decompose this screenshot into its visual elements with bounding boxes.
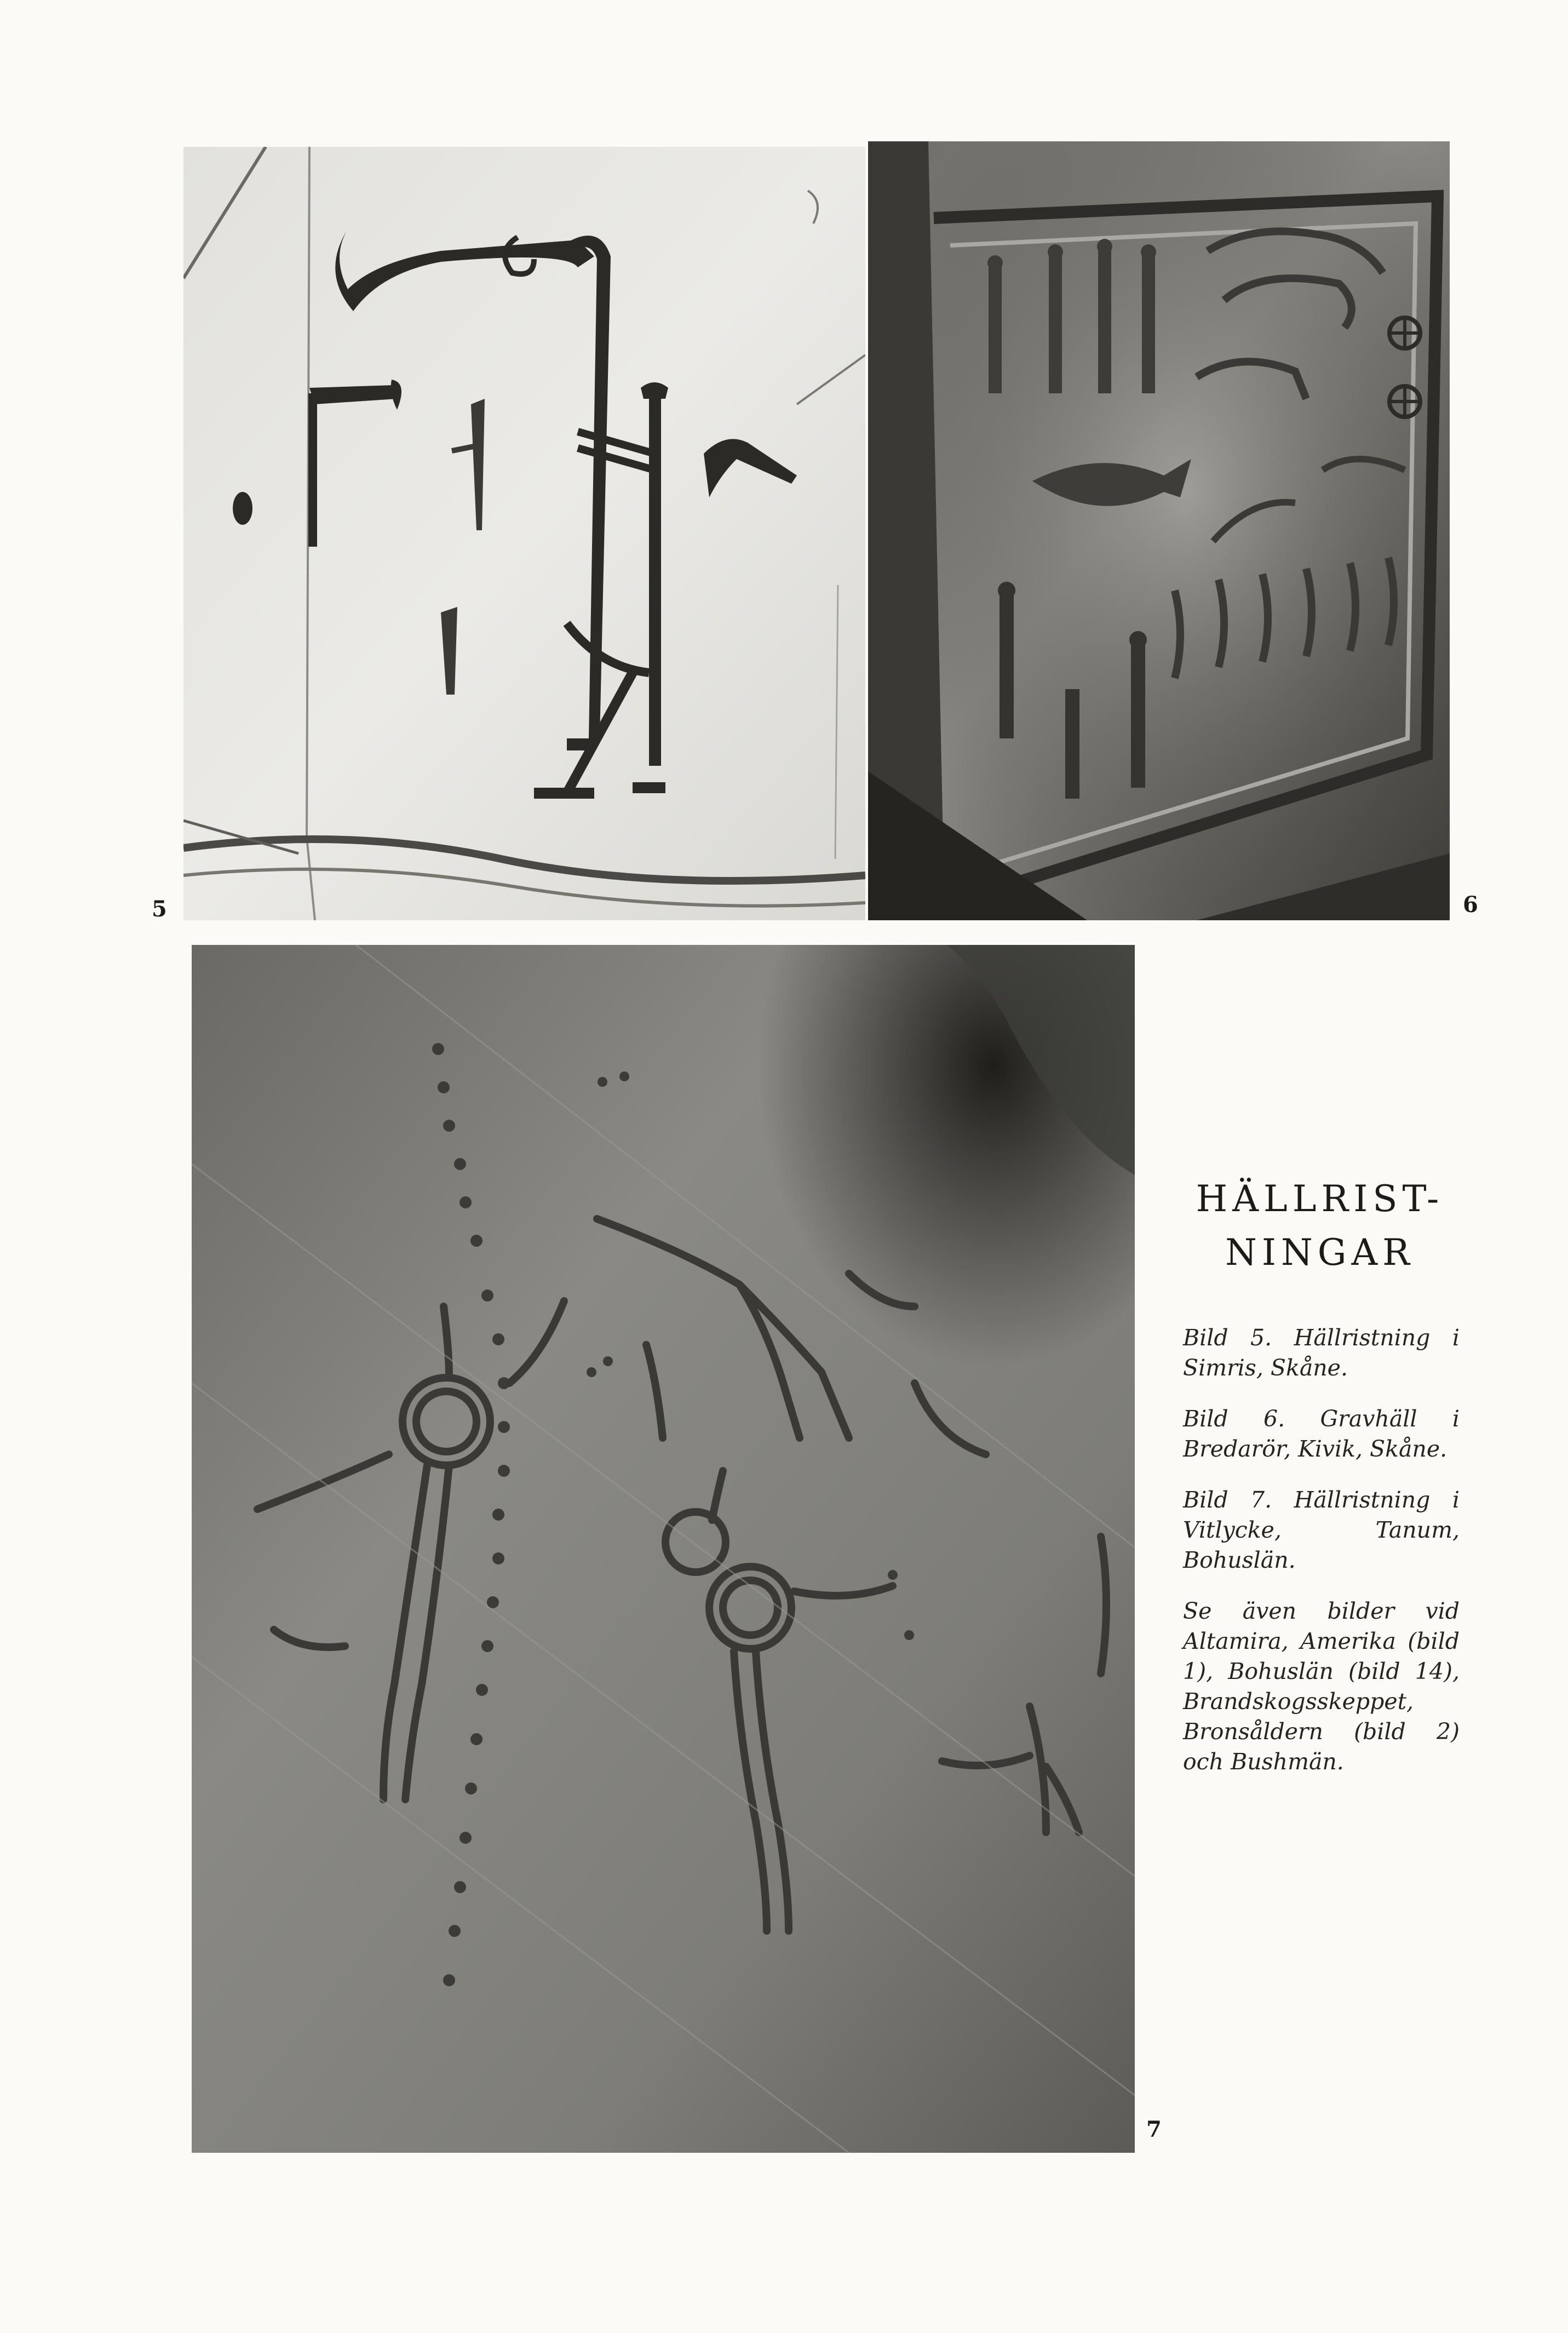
- photo-plate-6-kivik: [868, 141, 1450, 920]
- plate-number-6: 6: [1463, 892, 1478, 918]
- plate-number-5: 5: [152, 896, 167, 922]
- heading-line-1: HÄLLRIST-: [1196, 1178, 1444, 1220]
- caption-block: [1183, 1323, 1460, 1798]
- article-heading: [1178, 1172, 1462, 1280]
- kivik-slab-image: [868, 141, 1450, 920]
- vitlycke-carving-image: [192, 945, 1135, 2153]
- caption-bild-5: Bild 5. Hällristning i Simris, Skåne.: [1183, 1325, 1460, 1381]
- simris-carving-image: [183, 147, 865, 920]
- photo-plate-7-vitlycke: [192, 945, 1135, 2153]
- photo-plate-5-simris: [183, 147, 865, 920]
- heading-line-2: NINGAR: [1225, 1231, 1415, 1274]
- plate-number-7: 7: [1146, 2117, 1162, 2142]
- caption-see-also: Se även bilder vid Altamira, Amerika (bild 1), Bohuslän (bild 14), Brandskogsskeppet, Bronsåldern (bild 2) och Bushmän.: [1183, 1598, 1460, 1775]
- caption-bild-6: Bild 6. Gravhäll i Bredarör, Kivik, Skåne.: [1183, 1406, 1460, 1462]
- caption-bild-7: Bild 7. Hällristning i Vitlycke, Tanum, Bohuslän.: [1183, 1487, 1460, 1573]
